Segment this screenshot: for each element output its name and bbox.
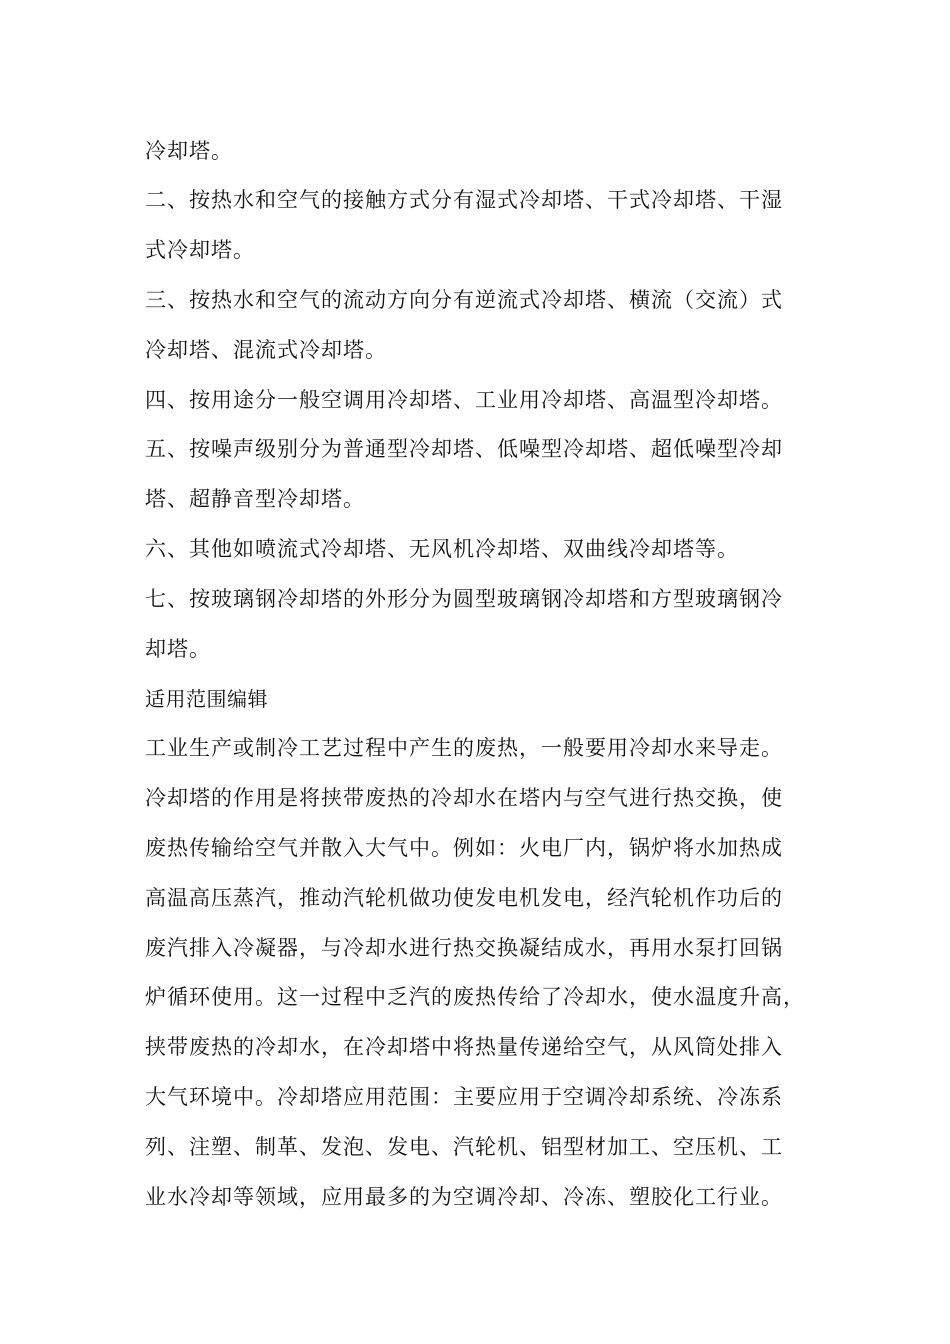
paragraph-line: 废汽排入冷凝器，与冷却水进行热交换凝结成水，再用水泵打回锅 (145, 936, 783, 960)
list-item-7: 七、按玻璃钢冷却塔的外形分为圆型玻璃钢冷却塔和方型玻璃钢冷 (145, 587, 783, 611)
list-item-2: 二、按热水和空气的接触方式分有湿式冷却塔、干式冷却塔、干湿 (145, 188, 783, 212)
paragraph-line: 列、注塑、制革、发泡、发电、汽轮机、铝型材加工、空压机、工 (145, 1135, 783, 1159)
list-item-3: 三、按热水和空气的流动方向分有逆流式冷却塔、横流（交流）式 (145, 288, 783, 312)
section-heading: 适用范围编辑 (145, 687, 268, 711)
text-line: 冷却塔。 (145, 139, 233, 163)
paragraph-line: 冷却塔的作用是将挟带废热的冷却水在塔内与空气进行热交换，使 (145, 786, 783, 810)
paragraph-line: 废热传输给空气并散入大气中。例如：火电厂内，锅炉将水加热成 (145, 836, 783, 860)
text-line: 冷却塔、混流式冷却塔。 (145, 338, 387, 362)
text-line: 却塔。 (145, 637, 211, 661)
paragraph-line: 高温高压蒸汽，推动汽轮机做功使发电机发电，经汽轮机作功后的 (145, 886, 783, 910)
paragraph-line: 工业生产或制冷工艺过程中产生的废热，一般要用冷却水来导走。 (145, 736, 783, 760)
text-line: 塔、超静音型冷却塔。 (145, 487, 365, 511)
list-item-6: 六、其他如喷流式冷却塔、无风机冷却塔、双曲线冷却塔等。 (145, 537, 739, 561)
paragraph-line: 大气环境中。冷却塔应用范围：主要应用于空调冷却系统、冷冻系 (145, 1085, 783, 1109)
paragraph-line: 挟带废热的冷却水，在冷却塔中将热量传递给空气，从风筒处排入 (145, 1035, 783, 1059)
list-item-4: 四、按用途分一般空调用冷却塔、工业用冷却塔、高温型冷却塔。 (145, 388, 783, 412)
list-item-5: 五、按噪声级别分为普通型冷却塔、低噪型冷却塔、超低噪型冷却 (145, 437, 783, 461)
paragraph-line: 业水冷却等领域，应用最多的为空调冷却、冷冻、塑胶化工行业。 (145, 1185, 783, 1209)
text-line: 式冷却塔。 (145, 238, 255, 262)
paragraph-line: 炉循环使用。这一过程中乏汽的废热传给了冷却水，使水温度升高， (145, 985, 805, 1009)
